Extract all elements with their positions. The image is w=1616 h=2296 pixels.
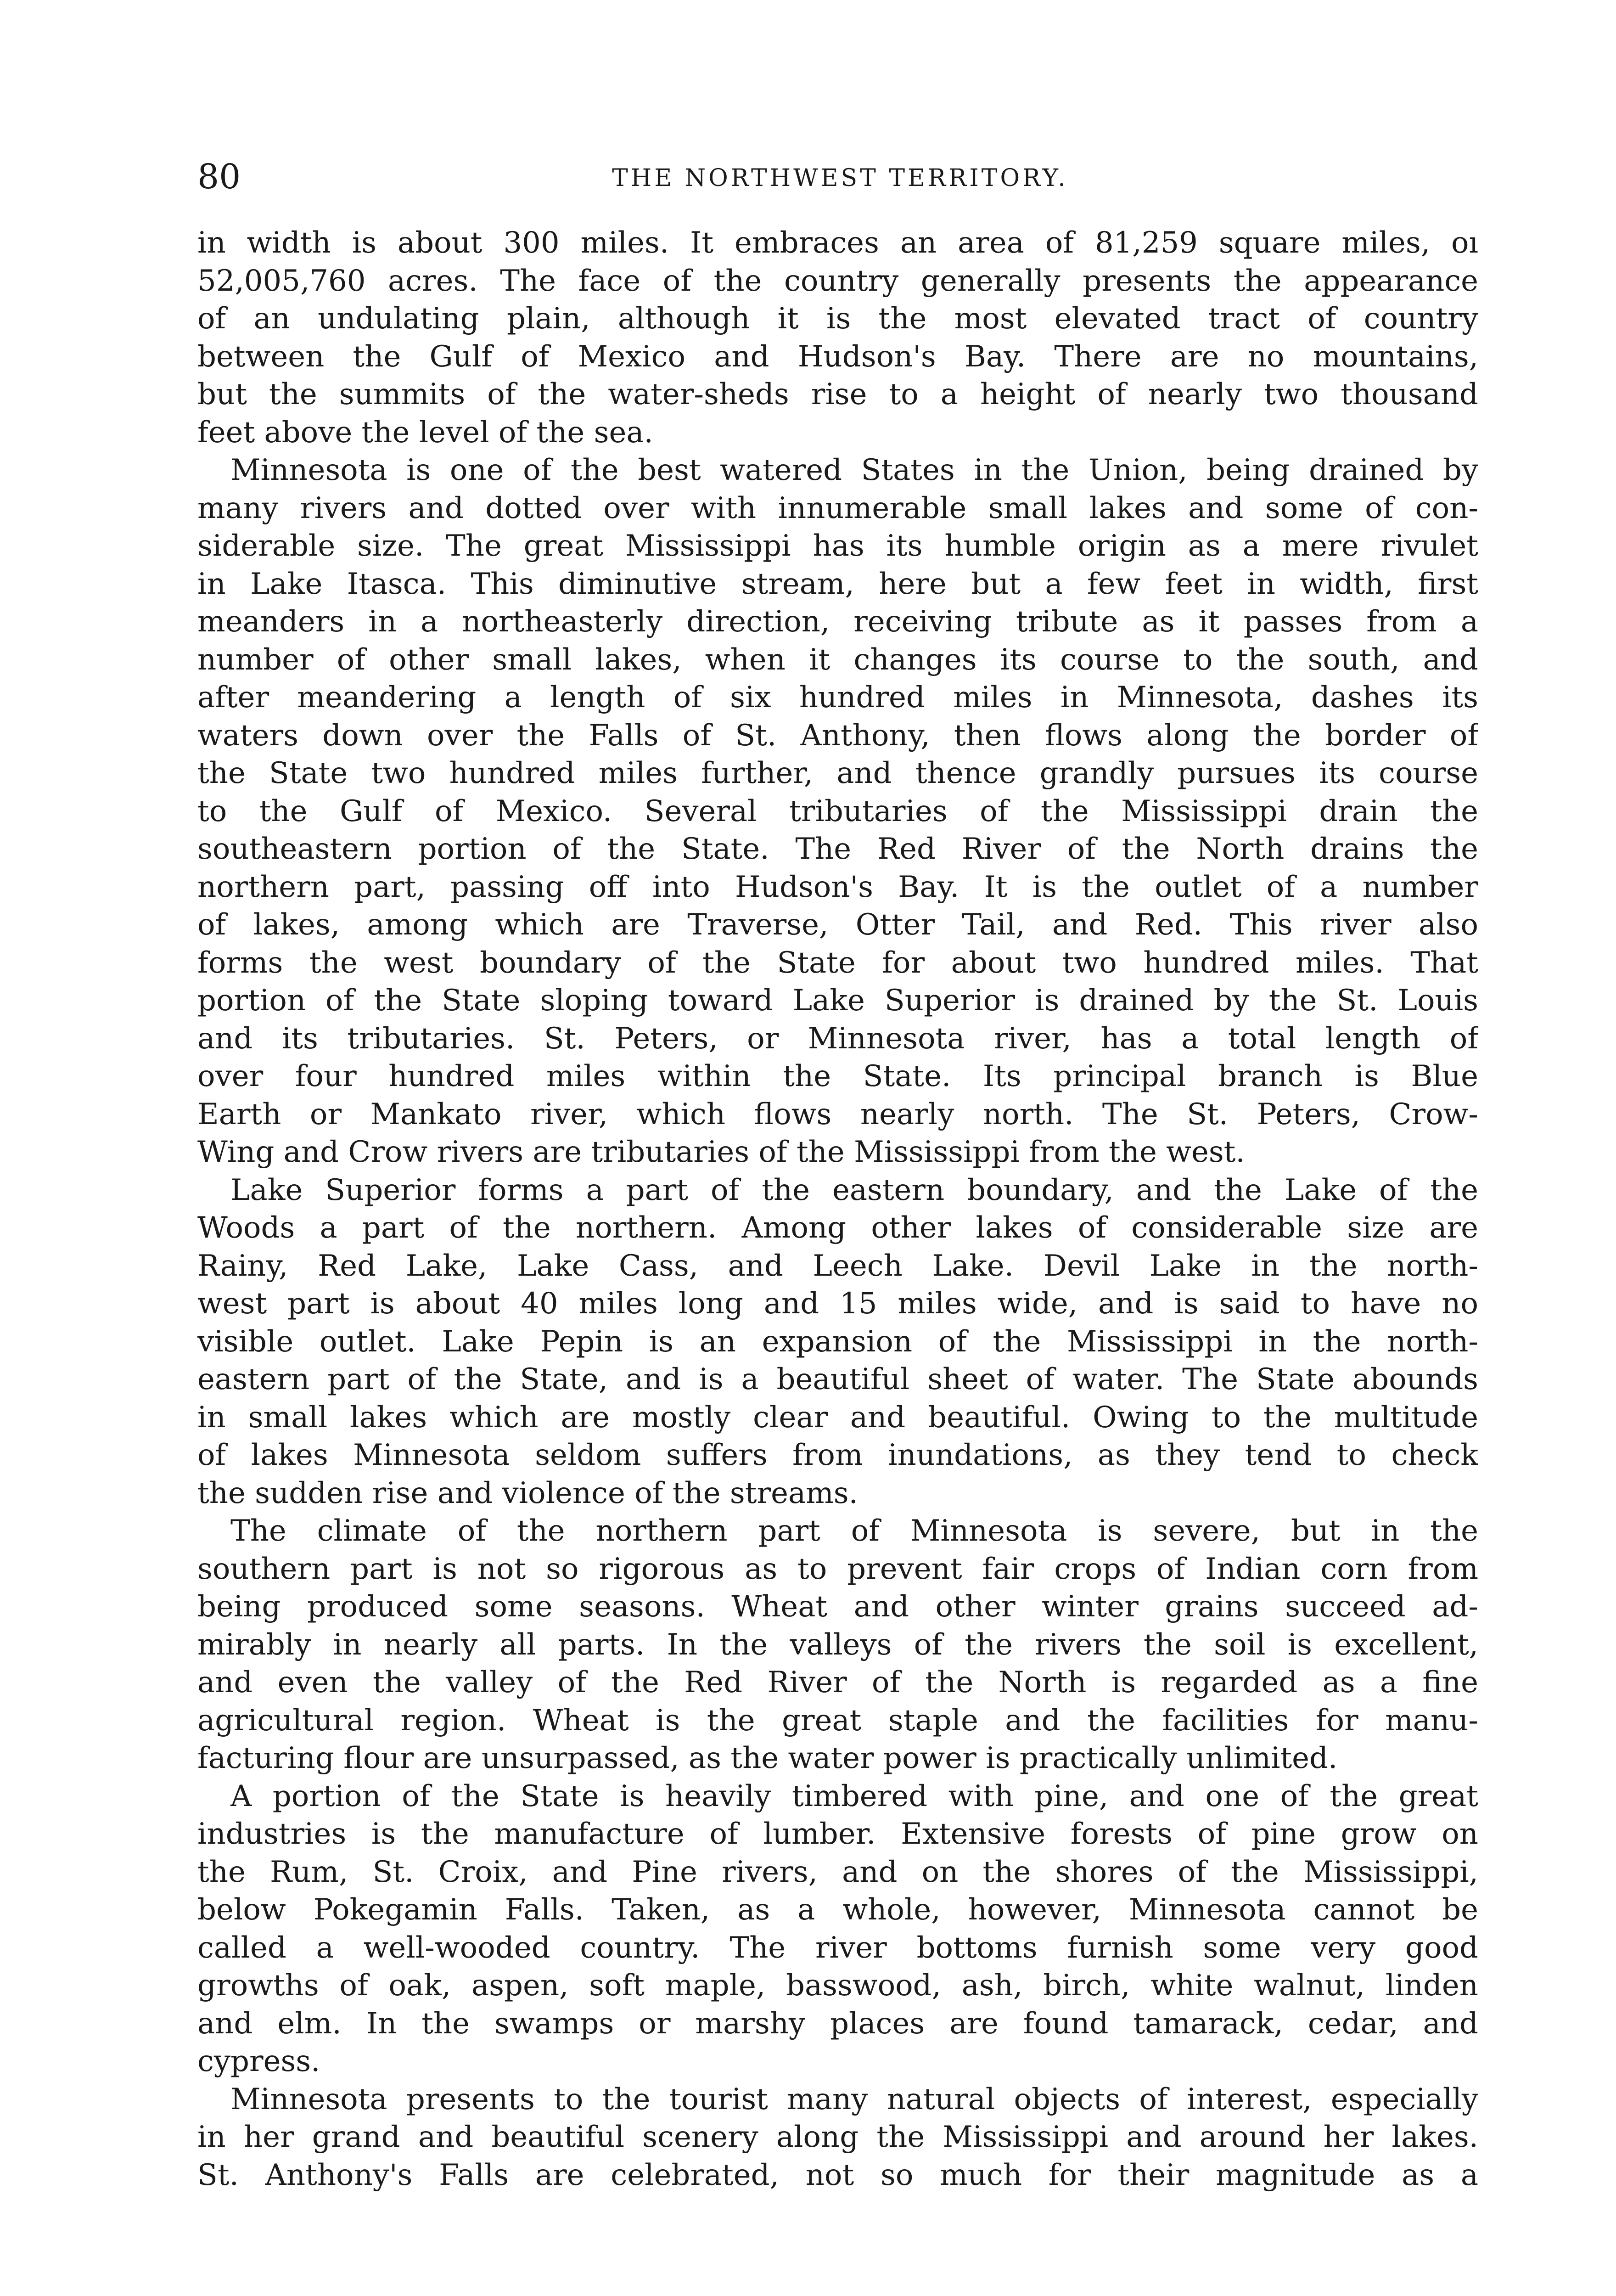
text-line: Wing and Crow rivers are tributaries of the Mississippi from the west. [197, 1135, 1245, 1169]
text-line: of lakes, among which are Traverse, Otter Tail, and Red. This river also [197, 908, 1478, 942]
text-line: Earth or Mankato river, which flows nearly north. The St. Peters, Crow- [197, 1097, 1478, 1131]
text-line: of lakes Minnesota seldom suffers from inundations, as they tend to check [197, 1438, 1478, 1472]
text-line: southern part is not so rigorous as to prevent fair crops of Indian corn from [197, 1552, 1478, 1586]
text-line: of an undulating plain, although it is the most elevated tract of country [197, 302, 1478, 336]
text-line: in Lake Itasca. This diminutive stream, here but a few feet in width, first [197, 567, 1478, 601]
running-title: THE NORTHWEST TERRITORY. [612, 164, 1068, 192]
text-line: over four hundred miles within the State. Its principal branch is Blue [197, 1059, 1478, 1093]
body-text [197, 224, 1478, 2194]
text-line: portion of the State sloping toward Lake Superior is drained by the St. Louis [197, 984, 1478, 1018]
text-line: visible outlet. Lake Pepin is an expansion of the Mississippi in the north- [197, 1324, 1478, 1359]
text-line: St. Anthony's Falls are celebrated, not so much for their magnitude as a [197, 2158, 1478, 2192]
text-line: called a well-wooded country. The river bottoms furnish some very good [197, 1930, 1478, 1965]
text-line: siderable size. The great Mississippi has its humble origin as a mere rivulet [197, 529, 1478, 563]
text-line: Minnesota presents to the tourist many natural objects of interest, especially [230, 2082, 1478, 2116]
text-line: the Rum, St. Croix, and Pine rivers, and on the shores of the Mississippi, [197, 1855, 1478, 1889]
text-line: in small lakes which are mostly clear and beautiful. Owing to the multitude [197, 1400, 1478, 1435]
text-line: meanders in a northeasterly direction, receiving tribute as it passes from a [197, 605, 1478, 639]
text-line: cypress. [197, 2044, 320, 2078]
text-line: agricultural region. Wheat is the great staple and the facilities for manu- [197, 1703, 1478, 1738]
text-line: northern part, passing off into Hudson's Bay. It is the outlet of a number [197, 870, 1478, 904]
text-line: growths of oak, aspen, soft maple, basswood, ash, birch, white walnut, linden [197, 1969, 1478, 2003]
text-line: below Pokegamin Falls. Taken, as a whole, however, Minnesota cannot be [197, 1893, 1478, 1927]
text-line: mirably in nearly all parts. In the valleys of the rivers the soil is excellent, [197, 1627, 1478, 1662]
text-line: 52,005,760 acres. The face of the country generally presents the appearance [197, 264, 1478, 298]
text-line: being produced some seasons. Wheat and other winter grains succeed ad- [197, 1590, 1478, 1624]
text-line: waters down over the Falls of St. Anthony, then flows along the border of [197, 718, 1478, 753]
text-line: Woods a part of the northern. Among other lakes of considerable size are [197, 1211, 1478, 1245]
text-line: The climate of the northern part of Minnesota is severe, but in the [230, 1514, 1478, 1548]
text-line: Lake Superior forms a part of the eastern boundary, and the Lake of the [230, 1173, 1478, 1207]
text-line: eastern part of the State, and is a beautiful sheet of water. The State abounds [197, 1362, 1478, 1396]
text-line: but the summits of the water-sheds rise to a height of nearly two thousand [197, 377, 1478, 411]
running-head [197, 156, 1483, 197]
text-line: and its tributaries. St. Peters, or Minnesota river, has a total length of [197, 1021, 1478, 1056]
text-line: feet above the level of the sea. [197, 415, 653, 450]
text-line: in width is about 300 miles. It embraces an area of 81,259 square miles, oı [197, 226, 1478, 260]
text-line: between the Gulf of Mexico and Hudson's Bay. There are no mountains, [197, 339, 1478, 374]
text-line: southeastern portion of the State. The Red River of the North drains the [197, 832, 1478, 866]
page-number: 80 [197, 157, 241, 197]
text-line: Minnesota is one of the best watered States in the Union, being drained by [230, 453, 1478, 487]
text-line: the sudden rise and violence of the streams. [197, 1476, 858, 1510]
text-line: facturing flour are unsurpassed, as the water power is practically unlimited. [197, 1741, 1338, 1775]
text-line: A portion of the State is heavily timbered with pine, and one of the great [230, 1779, 1478, 1813]
text-line: forms the west boundary of the State for about two hundred miles. That [197, 945, 1478, 980]
text-line: Rainy, Red Lake, Lake Cass, and Leech Lake. Devil Lake in the north- [197, 1249, 1478, 1283]
text-line: in her grand and beautiful scenery along the Mississippi and around her lakes. [197, 2120, 1478, 2154]
text-line: and elm. In the swamps or marshy places are found tamarack, cedar, and [197, 2006, 1478, 2041]
text-line: west part is about 40 miles long and 15 miles wide, and is said to have no [197, 1287, 1478, 1321]
text-line: and even the valley of the Red River of the North is regarded as a fine [197, 1666, 1478, 1699]
text-line: the State two hundred miles further, and thence grandly pursues its course [197, 756, 1478, 790]
text-line: number of other small lakes, when it changes its course to the south, and [197, 642, 1478, 677]
text-line: to the Gulf of Mexico. Several tributaries of the Mississippi drain the [197, 794, 1478, 828]
text-line: industries is the manufacture of lumber. Extensive forests of pine grow on [197, 1817, 1478, 1851]
text-line: many rivers and dotted over with innumerable small lakes and some of con- [197, 491, 1478, 525]
text-line: after meandering a length of six hundred miles in Minnesota, dashes its [197, 681, 1478, 715]
